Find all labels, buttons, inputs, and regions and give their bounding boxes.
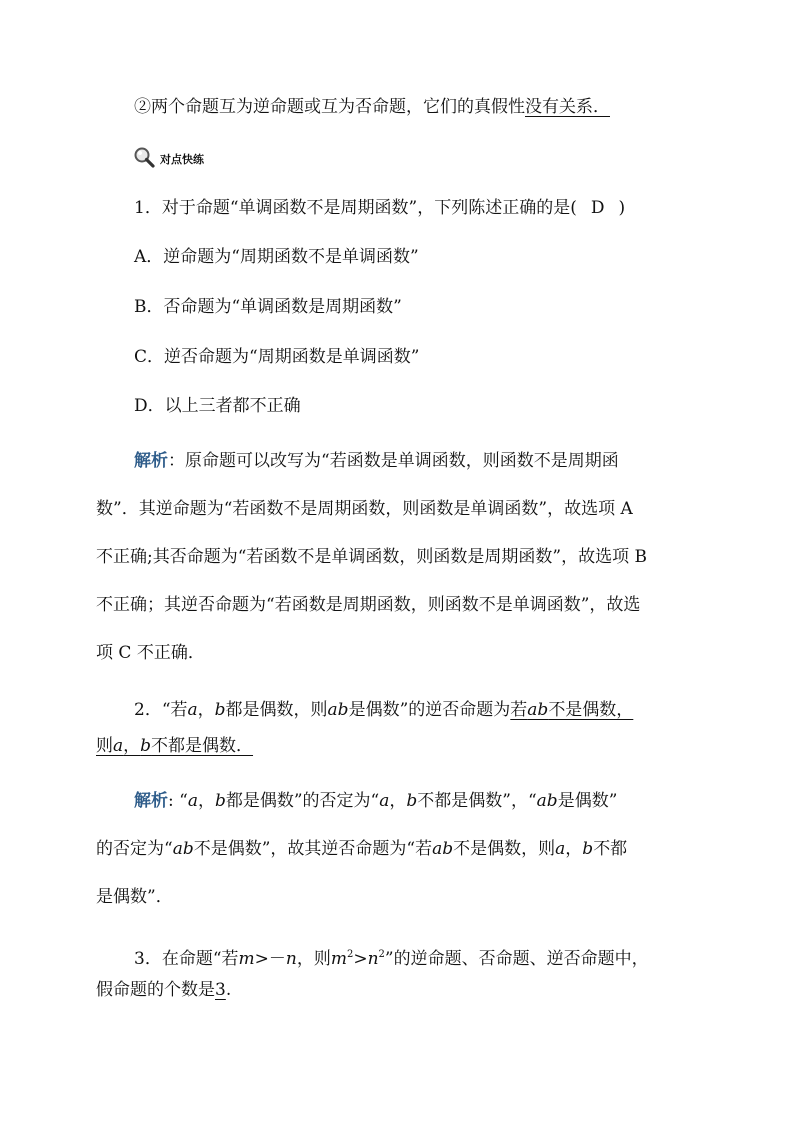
q3-answer: 3 — [215, 980, 226, 1000]
q2-analysis-label: 解析 — [134, 791, 168, 811]
q2-analysis-text: ， — [565, 839, 583, 859]
q1-option-b: B．否命题为“单调函数是周期函数” — [134, 297, 402, 317]
note-line — [134, 95, 754, 119]
var-a: a — [113, 736, 124, 756]
var-ab: ab — [432, 839, 454, 859]
q2-answer-part-1 — [510, 700, 633, 720]
section-header — [132, 145, 204, 169]
q2-answer-text: 则 — [96, 736, 113, 756]
section-label: 对点快练 — [160, 153, 204, 166]
var-b: b — [214, 791, 226, 811]
q2-text: 2．“若 — [134, 700, 188, 720]
q2-analysis-text: 不是偶数，则 — [453, 839, 556, 859]
q1-option-c: C．逆否命题为“周期函数是单调函数” — [134, 347, 420, 367]
q2-text: 是偶数”的逆否命题为 — [348, 700, 511, 720]
q3-stem-line-1 — [134, 943, 754, 971]
q2-analysis-text: 不都 — [593, 839, 628, 859]
var-a: a — [187, 700, 198, 720]
q2-stem-line-2 — [96, 734, 716, 758]
exponent: 2 — [346, 949, 354, 960]
q1-stem — [134, 196, 754, 220]
note-text: ②两个命题互为逆命题或互为否命题，它们的真假性 — [134, 97, 525, 117]
q3-text: > — [353, 949, 368, 969]
var-a: a — [187, 791, 198, 811]
q1-analysis-line-1 — [134, 449, 754, 473]
var-ab: ab — [536, 791, 558, 811]
q2-text: 都是偶数，则 — [225, 700, 328, 720]
q1-analysis-text-1: ：原命题可以改写为“若函数是单调函数，则函数不是周期函 — [168, 451, 619, 471]
q1-analysis-line-3: 不正确;其否命题为“若函数不是单调函数，则函数是周期函数”，故选项 B — [96, 547, 648, 567]
var-ab: ab — [172, 839, 194, 859]
q2-analysis-text: 不都是偶数”，“ — [417, 791, 537, 811]
q1-option-a: A．逆命题为“周期函数不是单调函数” — [134, 247, 419, 267]
q1-analysis-line-4: 不正确；其逆否命题为“若函数是周期函数，则函数不是单调函数”，故选 — [96, 595, 641, 615]
var-n: n — [367, 949, 379, 969]
q2-analysis-text: 都是偶数”的否定为“ — [225, 791, 380, 811]
q3-text: 3．在命题“若 — [134, 949, 239, 969]
q2-analysis-text: 不是偶数”，故其逆否命题为“若 — [193, 839, 433, 859]
q2-answer-text: 若 — [510, 700, 528, 720]
q1-stem-text: 1．对于命题“单调函数不是周期函数”，下列陈述正确的是( — [134, 198, 577, 218]
q2-analysis-text: ， — [197, 791, 215, 811]
q2-analysis-line-2 — [96, 837, 716, 861]
var-m: m — [238, 949, 255, 969]
q2-text: ， — [197, 700, 215, 720]
var-b: b — [582, 839, 594, 859]
var-b: b — [140, 736, 152, 756]
exponent: 2 — [378, 949, 385, 960]
var-a: a — [555, 839, 566, 859]
var-m: m — [330, 949, 347, 969]
note-answer: 没有关系． — [525, 97, 610, 117]
q3-stem-line-2 — [96, 978, 716, 1002]
q1-close: ) — [618, 198, 626, 218]
q1-analysis-label: 解析 — [134, 451, 168, 471]
q1-option-d: D．以上三者都不正确 — [134, 396, 301, 416]
q2-answer-text: 不都是偶数． — [151, 736, 254, 756]
q2-analysis-text: 是偶数” — [557, 791, 618, 811]
q2-analysis-line-3: 是偶数”． — [96, 887, 173, 907]
magnifier-icon — [132, 146, 158, 168]
var-ab: ab — [527, 700, 549, 720]
q3-text: ，则 — [296, 949, 331, 969]
q2-stem-line-1 — [134, 698, 754, 722]
var-a: a — [379, 791, 390, 811]
q3-text: 假命题的个数是 — [96, 980, 215, 1000]
var-b: b — [214, 700, 226, 720]
q2-analysis-text: : “ — [168, 791, 188, 811]
q2-analysis-text: 的否定为“ — [96, 839, 173, 859]
q1-analysis-line-2: 数”．其逆命题为“若函数不是周期函数，则函数是单调函数”，故选项 A — [96, 499, 633, 519]
q2-analysis-text: ， — [389, 791, 407, 811]
var-b: b — [406, 791, 418, 811]
q3-text: >－ — [254, 949, 286, 969]
q2-analysis-line-1 — [134, 789, 754, 813]
q3-text: ”的逆命题、否命题、逆否命题中， — [384, 949, 649, 969]
var-n: n — [285, 949, 297, 969]
q1-answer: D — [590, 198, 605, 218]
q2-answer-text: ， — [123, 736, 141, 756]
q1-analysis-line-5: 项 C 不正确． — [96, 643, 205, 663]
q3-text: . — [225, 980, 232, 1000]
q2-answer-part-2 — [96, 736, 253, 756]
var-ab: ab — [327, 700, 349, 720]
q2-answer-text: 不是偶数， — [548, 700, 634, 720]
